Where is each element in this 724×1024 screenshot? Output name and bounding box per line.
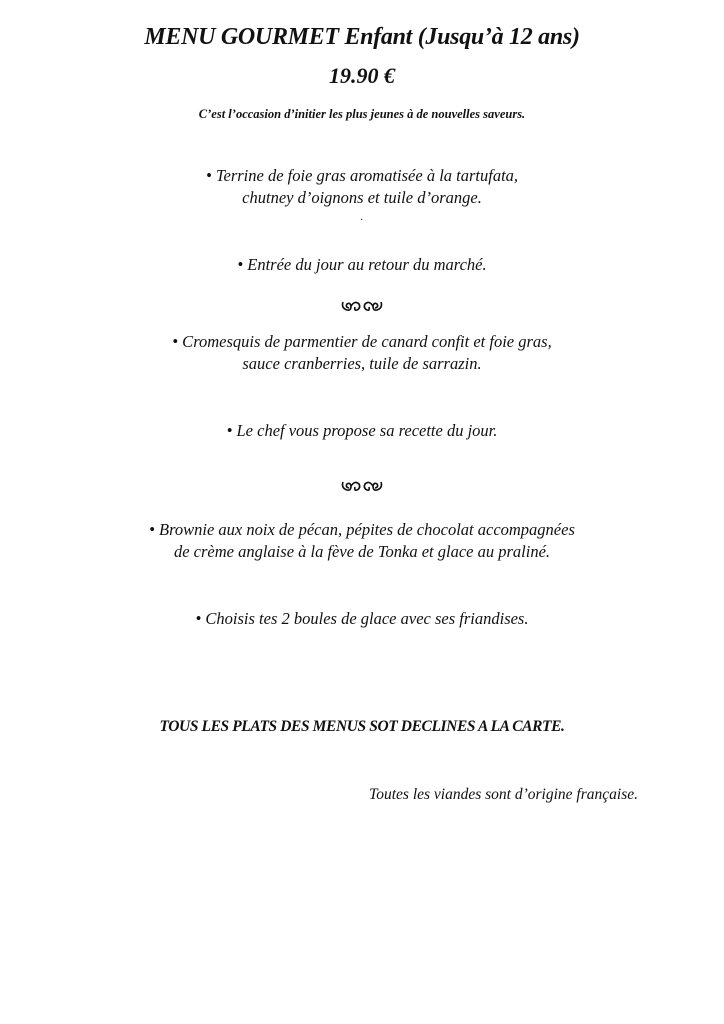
menu-intro: C’est l’occasion d’initier les plus jeunes à de nouvelles saveurs.: [198, 107, 526, 121]
ornament-separator-2: [0, 476, 724, 501]
footer-notice: TOUS LES PLATS DES MENUS SOT DECLINES A LA CARTE.: [159, 718, 565, 735]
dessert-item-2: [0, 608, 724, 630]
starter-item-1: [0, 165, 724, 209]
dessert-item-1-line-1: • Brownie aux noix de pécan, pépites de chocolat accompagnées: [149, 520, 575, 539]
main-item-2: [0, 420, 724, 442]
main-item-1-line-2: sauce cranberries, tuile de sarrazin.: [242, 354, 482, 373]
ornament-icon: [339, 296, 385, 316]
stray-dot: .: [360, 212, 364, 223]
starter-item-1-line-2: chutney d’oignons et tuile d’orange.: [242, 188, 482, 207]
ornament-separator-1: [0, 296, 724, 321]
dessert-item-1-line-2: de crème anglaise à la fève de Tonka et glace au praliné.: [173, 542, 551, 561]
starter-item-1-line-1: • Terrine de foie gras aromatisée à la tartufata,: [205, 166, 519, 185]
ornament-icon: [339, 476, 385, 496]
main-item-2-line-1: • Le chef vous propose sa recette du jour.: [226, 421, 498, 440]
main-item-1: [0, 331, 724, 375]
main-item-1-line-1: • Cromesquis de parmentier de canard confit et foie gras,: [172, 332, 552, 351]
menu-title: MENU GOURMET Enfant (Jusqu’à 12 ans): [144, 24, 580, 50]
origin-note: Toutes les viandes sont d’origine française.: [369, 786, 638, 803]
dessert-item-1: [0, 519, 724, 563]
starter-item-2: [0, 254, 724, 276]
dessert-item-2-line-1: • Choisis tes 2 boules de glace avec ses friandises.: [195, 609, 529, 628]
starter-item-2-line-1: • Entrée du jour au retour du marché.: [237, 255, 487, 274]
menu-price: 19.90 €: [329, 63, 395, 88]
